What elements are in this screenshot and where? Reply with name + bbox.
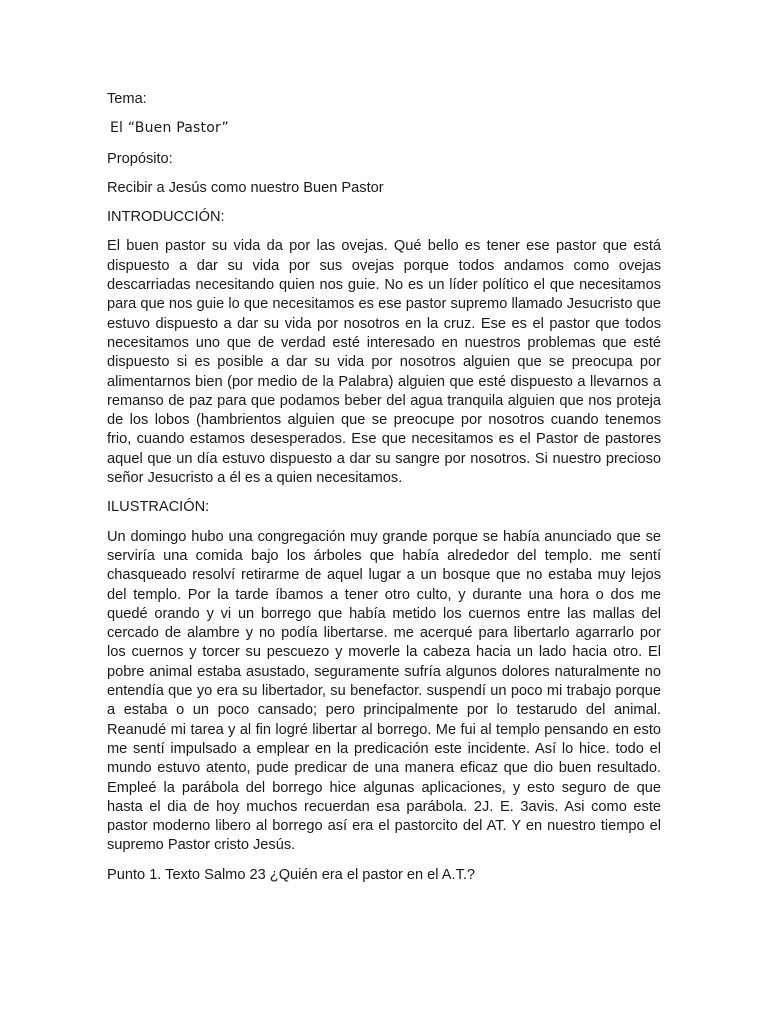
document-page <box>107 90 661 895</box>
proposito-label: Propósito: <box>107 150 173 167</box>
ilustracion-heading: ILUSTRACIÓN: <box>107 499 210 516</box>
introduccion-paragraph: El buen pastor su vida da por las ovejas. Qué bello es tener ese pastor que está dispuesto a dar su vida por sus ovejas porque todos andamos como ovejas descarriadas necesitando quien nos guie. No es un líder político el que necesitamos para que nos guie lo que necesitamos es ese pastor supremo llamado Jesucristo que estuvo dispuesto a dar su vida por nosotros en la cruz. Ese es el pastor que todos necesitamos uno que de verdad esté interesado en nuestros problemas que esté dispuesto si es posible a dar su vida por nosotros alguien que se preocupa por alimentarnos bien (por medio de la Palabra) alguien que esté dispuesto a llevarnos a remanso de paz para que podamos beber del agua tranquila alguien que nos proteja de los lobos (hambrientos alguien que se preocupe por nosotros cuando tenemos frio, cuando estamos desesperados. Ese que necesitamos es el Pastor de pastores aquel que un día estuvo dispuesto a dar su sangre por nosotros. Si nuestro precioso señor Jesucristo a él es a quien necesitamos. <box>107 238 661 487</box>
punto-1: Punto 1. Texto Salmo 23 ¿Quién era el pastor en el A.T.? <box>107 866 476 883</box>
tema-value: El “Buen Pastor” <box>110 120 229 137</box>
introduccion-heading: INTRODUCCIÓN: <box>107 209 225 226</box>
ilustracion-paragraph: Un domingo hubo una congregación muy grande porque se había anunciado que se serviría una comida bajo los árboles que había alrededor del templo. me sentí chasqueado resolví retirarme de aquel lugar a un bosque que no estaba muy lejos del templo. Por la tarde íbamos a tener otro culto, y durante una hora o dos me quedé orando y vi un borrego que había metido los cuernos entre las mallas del cercado de alambre y no podía libertarse. me acerqué para libertarlo agarrarlo por los cuernos y torcer su pescuezo y moverle la cabeza hacia un lado hacia otro. El pobre animal estaba asustado, seguramente sufría algunos dolores naturalmente no entendía que yo era su libertador, su benefactor. suspendí un poco mi trabajo porque a estaba o un poco cansado; pero principalmente por lo testarudo del animal. Reanudé mi tarea y al fin logré libertar al borrego. Me fui al templo pensando en esto me sentí impulsado a emplear en la predicación este incidente. Así lo hice. todo el mundo estuvo atento, pude predicar de una manera eficaz que dio buen resultado. Empleé la parábola del borrego hice algunas aplicaciones, y esto seguro de que hasta el dia de hoy muchos recuerdan esa parábola. 2J. E. 3avis. Asi como este pastor moderno libero al borrego así era el pastorcito del AT. Y en nuestro tiempo el supremo Pastor cristo Jesús. <box>107 528 661 854</box>
tema-label: Tema: <box>107 91 147 107</box>
proposito-value: Recibir a Jesús como nuestro Buen Pastor <box>107 179 384 196</box>
